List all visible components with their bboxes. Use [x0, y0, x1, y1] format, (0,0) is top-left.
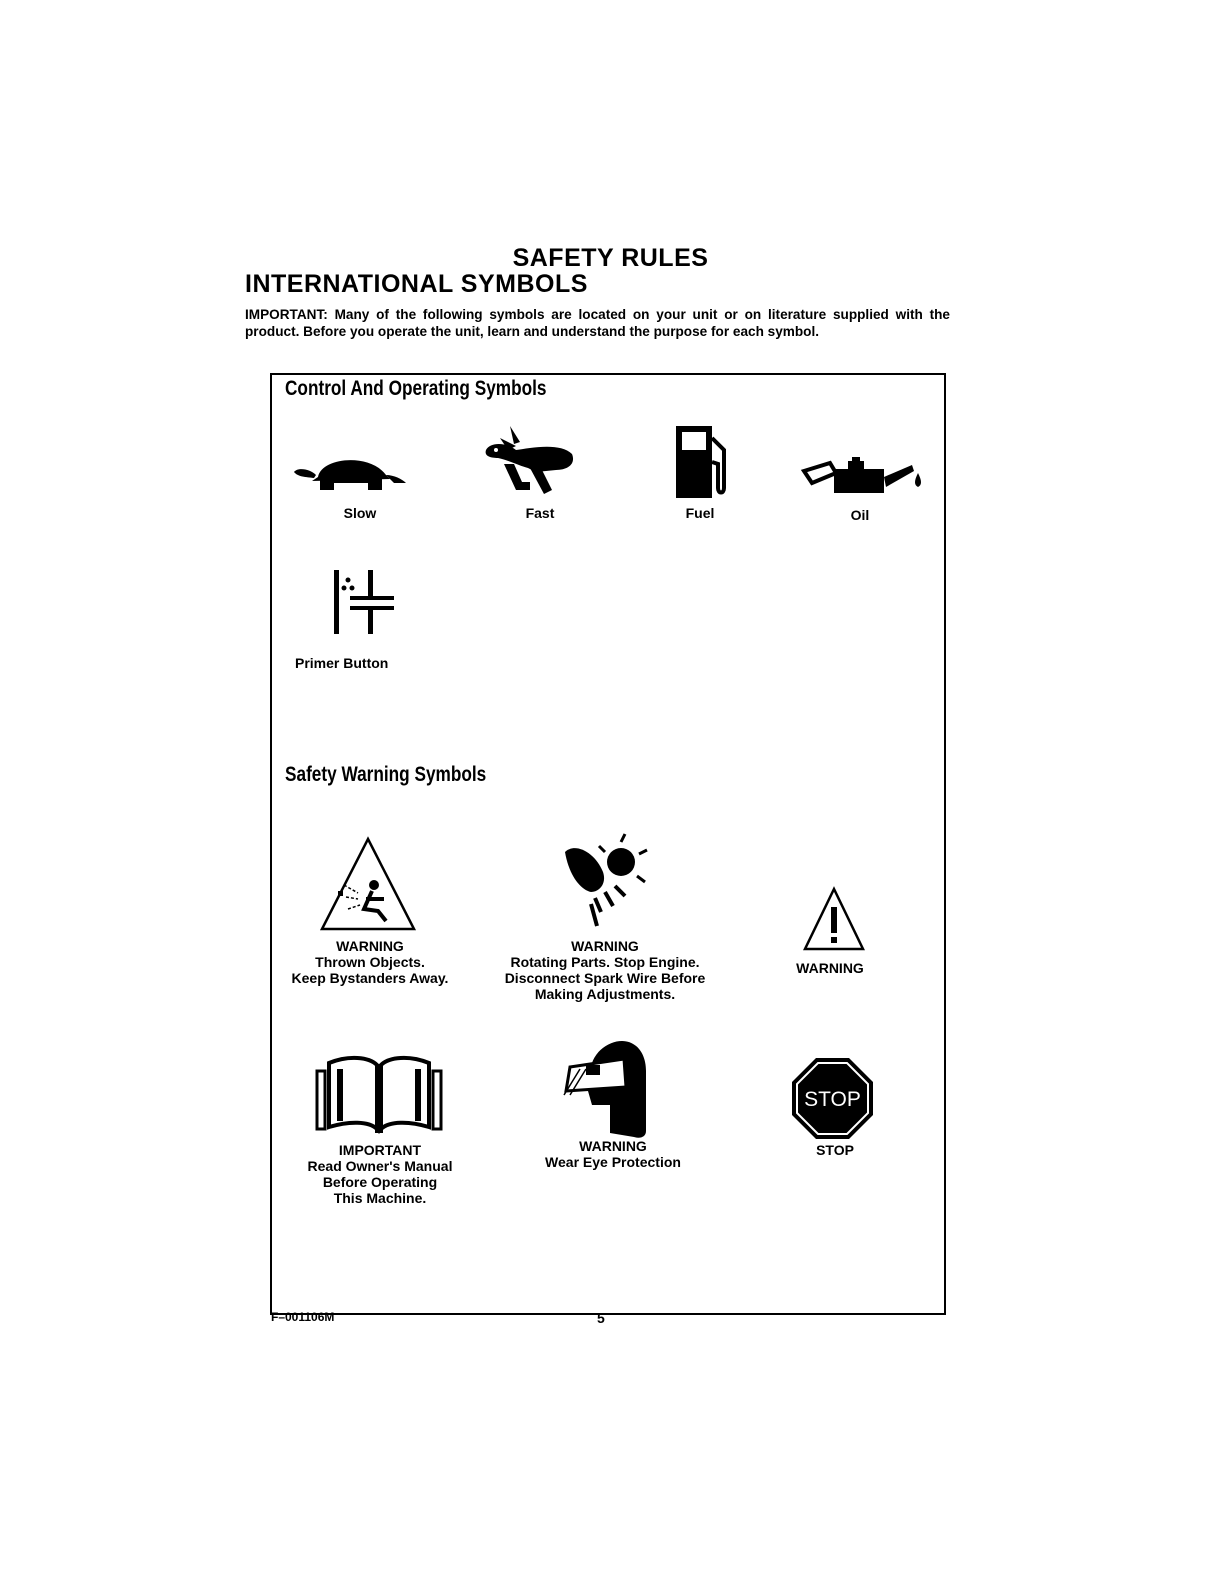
document-code: F–001106M: [271, 1310, 335, 1324]
general-warning-title: WARNING: [796, 960, 864, 976]
fast-label: Fast: [525, 505, 555, 521]
primer-button-icon: [330, 568, 410, 638]
stop-caption: [785, 1142, 885, 1158]
thrown-objects-line3: Keep Bystanders Away.: [291, 970, 449, 986]
rotating-parts-symbol: [555, 832, 655, 932]
rabbit-icon: [480, 420, 580, 500]
fuel-pump-icon: [672, 422, 732, 500]
eye-protection-symbol: [560, 1035, 660, 1139]
rotating-parts-line3: Disconnect Spark Wire Before: [504, 970, 706, 986]
exclamation-triangle-icon: [803, 885, 865, 953]
rotating-parts-line2: Rotating Parts. Stop Engine.: [510, 954, 700, 970]
fast-symbol: [480, 420, 580, 500]
manual-line4: This Machine.: [333, 1190, 427, 1206]
primer-button-label: Primer Button: [295, 655, 389, 671]
section-title: INTERNATIONAL SYMBOLS: [245, 270, 588, 298]
fuel-label: Fuel: [685, 505, 715, 521]
general-warning-symbol: [803, 885, 865, 953]
eye-protection-line2: Wear Eye Protection: [545, 1154, 681, 1170]
stop-sign-icon: [790, 1056, 875, 1141]
slow-symbol: [290, 445, 410, 497]
intro-paragraph: IMPORTANT: Many of the following symbols are located on your unit or on literature supplied with the product. Before you operate the unit, learn and understand the purpose for each symbol.: [245, 307, 950, 339]
manual-line2: Read Owner's Manual: [307, 1158, 453, 1174]
thrown-objects-symbol: [318, 835, 418, 933]
manual-symbol: [313, 1053, 445, 1135]
general-warning-caption: [780, 960, 880, 976]
rotating-parts-caption: [475, 938, 735, 1002]
rotating-parts-line4: Making Adjustments.: [534, 986, 676, 1002]
primer-symbol: [330, 568, 410, 638]
thrown-objects-title: WARNING: [336, 938, 404, 954]
eye-protection-title: WARNING: [579, 1138, 647, 1154]
stop-sign-text: STOP: [804, 1088, 861, 1111]
safety-symbols-heading: Safety Warning Symbols: [285, 763, 487, 786]
thrown-objects-line2: Thrown Objects.: [315, 954, 425, 970]
control-symbols-heading: Control And Operating Symbols: [285, 377, 547, 400]
fuel-symbol: [672, 422, 732, 500]
thrown-objects-warning-icon: [318, 835, 418, 933]
rotating-parts-hand-icon: [555, 832, 655, 932]
page-number: 5: [597, 1310, 605, 1326]
stop-title: STOP: [816, 1142, 854, 1158]
open-book-icon: [313, 1053, 445, 1135]
rotating-parts-title: WARNING: [571, 938, 639, 954]
oil-symbol: [800, 455, 925, 500]
stop-symbol: [790, 1056, 875, 1141]
face-shield-icon: [560, 1035, 660, 1139]
manual-line3: Before Operating: [322, 1174, 438, 1190]
manual-caption: [280, 1142, 480, 1206]
oil-can-icon: [800, 455, 925, 500]
oil-label: Oil: [850, 507, 870, 523]
eye-protection-caption: [508, 1138, 718, 1170]
page-title: SAFETY RULES: [512, 244, 709, 272]
slow-label: Slow: [343, 505, 377, 521]
manual-title: IMPORTANT: [338, 1142, 422, 1158]
thrown-objects-caption: [270, 938, 470, 986]
turtle-icon: [290, 445, 410, 497]
